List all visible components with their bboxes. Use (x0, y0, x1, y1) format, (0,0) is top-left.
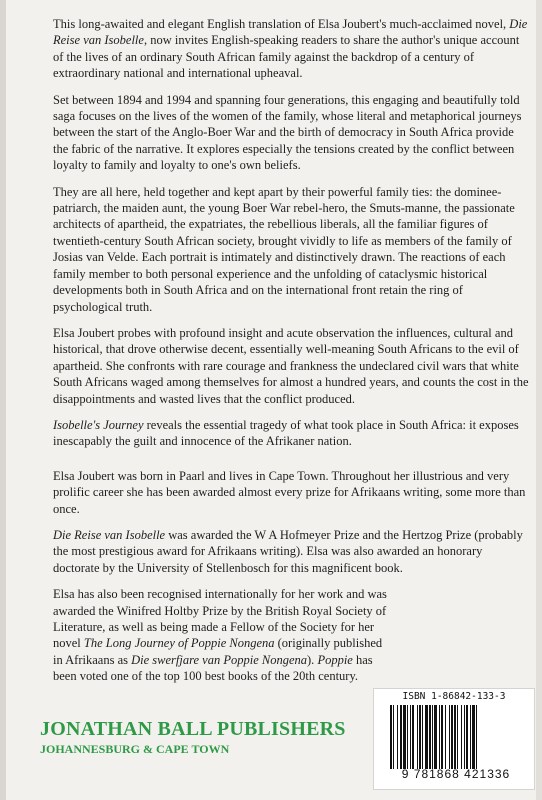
blurb-paragraph-5 (53, 417, 531, 450)
publisher-cities: JOHANNESBURG & CAPE TOWN (40, 742, 230, 756)
cover-edge (536, 0, 542, 800)
author-p3-title-1b: Poppie Nongena (190, 636, 275, 651)
author-p2-title: Die Reise van Isobelle (53, 527, 166, 542)
isbn-barcode-box (373, 688, 535, 790)
author-p3-text-c: ). (307, 652, 318, 667)
blurb-paragraph-4: Elsa Joubert probes with profound insight and acute observation the influences, cultural and historical, that drove otherwise decent, essentially well-meaning South Africans to the evil of apartheid. She confronts with rare courage and frankness the undeclared civil wars that white South Africans waged among themselves for almost a hundred years, and counts the cost in the disappointments and wasted lives that the conflict produced. (53, 325, 529, 406)
blurb-p1-title: Die Reise van Isobelle (53, 17, 528, 48)
author-p3-title-1: The Long Journey of (83, 636, 188, 651)
author-paragraph-1: Elsa Joubert was born in Paarl and lives in Cape Town. Throughout her illustrious and very prolific career she has been awarded almost every prize for Afrikaans writing, some more than once. (53, 468, 526, 516)
blurb-paragraph-2: Set between 1894 and 1994 and spanning four generations, this engaging and beautifully told saga focuses on the lives of the women of the family, whose literal and metaphorical journeys between the start of the Anglo-Boer War and the birth of democracy in South Africa provide the fabric of the narrative. It explores especially the tensions created by the conflict between loyalty to family and loyalty to one's own beliefs. (53, 92, 522, 173)
barcode-digits: 9 781868 421336 (401, 767, 511, 781)
blurb-paragraph-1 (53, 16, 531, 82)
author-paragraph-3 (53, 586, 393, 684)
blurb-text (53, 16, 531, 695)
blurb-p5-title: Isobelle's Journey (53, 417, 144, 432)
author-p2-text: was awarded the W A Hofmeyer Prize and the Hertzog Prize (probably the most prestigious award for Afrikaans writing). Elsa was also awarded an honorary doctorate by the University of Stellenbosch for this magnificent book. (53, 527, 523, 575)
author-p3-text-a: Elsa has also been recognised internationally for her work and was awarded the Winifred Holtby Prize by the British Royal Society of Literature, as well as being made a Fellow of the Society for her novel (53, 587, 387, 651)
blurb-p1-text-a: This long-awaited and elegant English translation of Elsa Joubert's much-acclaimed novel, (53, 17, 510, 31)
blurb-p5-text: reveals the essential tragedy of what took place in South Africa: it exposes inescapably the guilt and innocence of the Afrikaner nation. (53, 417, 519, 449)
author-p3-title-3: Poppie (317, 652, 353, 667)
blurb-p1-text-b: , now invites English-speaking readers to share the author's unique account of the lives of an ordinary South African family against the backdrop of a century of extraordinary national and international upheaval. (53, 33, 520, 81)
author-paragraph-2 (53, 527, 531, 576)
author-p3-text-b: (originally published in Afrikaans as (53, 636, 383, 667)
author-p3-text-d: has been voted one of the top 100 best books of the 20th century. (53, 652, 373, 684)
publisher-name: JONATHAN BALL PUBLISHERS (40, 718, 346, 740)
author-p3-title-2: Die swerfjare van Poppie Nongena (131, 652, 308, 667)
isbn-label: ISBN 1-86842-133-3 (402, 691, 506, 702)
barcode-icon (388, 705, 520, 769)
blurb-paragraph-3: They are all here, held together and kept apart by their powerful family ties: the dominee-patriarch, the maiden aunt, the young Boer War rebel-hero, the Smuts-manne, the passionate architects of apartheid, the expatriates, the rebellious liberals, all the familiar figures of twentieth-century South African society, brought vividly to life as members of the family of Josias van Velde. Each portrait is intimately and distinctively drawn. The reactions of each family member to both personal experience and the unfolding of cataclysmic historical developments both in South Africa and on the international front retain the ring of psychological truth. (53, 184, 515, 314)
